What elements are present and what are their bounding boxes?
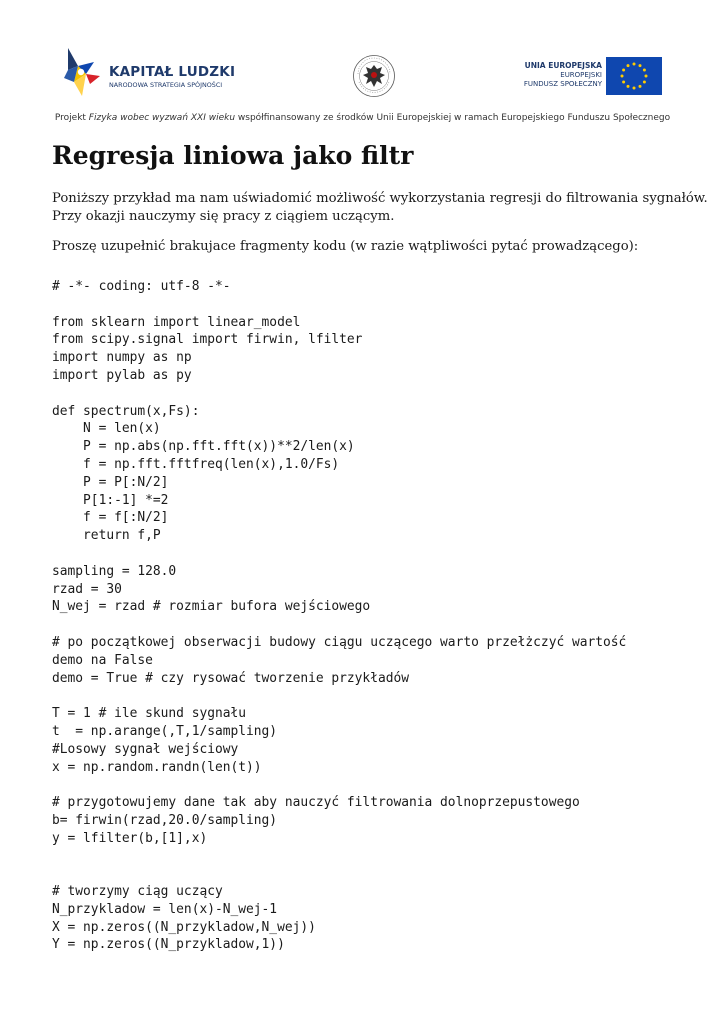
code-line: # tworzymy ciąg uczący — [52, 884, 223, 900]
eu-line-2: EUROPEJSKI — [560, 71, 602, 79]
code-line: # przygotowujemy dane tak aby nauczyć filtrowania dolnoprzepustowego — [52, 795, 580, 811]
code-line — [52, 848, 682, 866]
code-line: P[1:-1] *=2 — [52, 492, 169, 508]
code-line: rzad = 30 — [52, 581, 122, 597]
code-line: N_przykladow = len(x)-N_wej-1 — [52, 901, 278, 917]
kapital-ludzki-logo — [64, 48, 254, 96]
code-line: from scipy.signal import firwin, lfilter — [52, 332, 363, 348]
code-line — [52, 385, 682, 403]
code-line: y = lfilter(b,[1],x) — [52, 830, 208, 846]
eu-logo-text — [524, 61, 602, 89]
code-line: f = np.fft.fftfreq(len(x),1.0/Fs) — [52, 456, 340, 472]
code-line: N = len(x) — [52, 421, 161, 437]
page-title: Regresja liniowa jako filtr — [52, 141, 414, 170]
code-line: import pylab as py — [52, 367, 192, 383]
code-line — [52, 296, 682, 314]
code-line: return f,P — [52, 528, 161, 544]
code-line: N_wej = rzad # rozmiar bufora wejściowego — [52, 599, 371, 615]
code-block — [52, 278, 682, 954]
kapital-ludzki-title: KAPITAŁ LUDZKI — [109, 64, 236, 80]
code-line: # po początkowej obserwacji budowy ciągu uczącego warto przełżczyć wartość — [52, 634, 627, 650]
code-line: demo = True # czy rysować tworzenie przykładów — [52, 670, 409, 686]
code-line — [52, 776, 682, 794]
code-line: P = P[:N/2] — [52, 474, 169, 490]
university-seal-icon — [352, 54, 396, 98]
project-suffix: współfinansowany ze środków Unii Europejskiej w ramach Europejskiego Funduszu Społecznego — [235, 113, 671, 123]
code-line: Y = np.zeros((N_przykladow,1)) — [52, 937, 285, 953]
code-line — [52, 687, 682, 705]
kapital-ludzki-subtitle: NARODOWA STRATEGIA SPÓJNOŚCI — [109, 81, 223, 89]
intro-paragraph — [52, 190, 708, 226]
page-header — [0, 0, 725, 135]
code-line: sampling = 128.0 — [52, 563, 177, 579]
project-title: Fizyka wobec wyzwań XXI wieku — [88, 113, 236, 123]
code-line — [52, 865, 682, 883]
code-line: # -*- coding: utf-8 -*- — [52, 279, 231, 294]
instruction-paragraph: Proszę uzupełnić brakujace fragmenty kodu (w razie wątpliwości pytać prowadzącego): — [52, 239, 639, 254]
code-line: f = f[:N/2] — [52, 510, 169, 526]
code-line — [52, 545, 682, 563]
code-line: x = np.random.randn(len(t)) — [52, 759, 262, 775]
eu-flag-icon — [606, 57, 662, 95]
eu-line-3: FUNDUSZ SPOŁECZNY — [523, 80, 602, 88]
code-line: b= firwin(rzad,20.0/sampling) — [52, 812, 278, 828]
intro-line-2: Przy okazji nauczymy się pracy z ciągiem uczącym. — [52, 209, 395, 224]
code-line: def spectrum(x,Fs): — [52, 403, 200, 419]
code-line: t = np.arange(,T,1/sampling) — [52, 723, 278, 739]
document-body — [52, 138, 708, 954]
code-line: T = 1 # ile skund sygnału — [52, 706, 247, 722]
eu-line-1: UNIA EUROPEJSKA — [524, 61, 602, 70]
code-line: P = np.abs(np.fft.fft(x))**2/len(x) — [52, 439, 355, 455]
intro-line-1: Poniższy przykład ma nam uświadomić możliwość wykorzystania regresji do filtrowania sygnałów. — [52, 191, 708, 206]
kapital-ludzki-star-icon — [64, 48, 104, 96]
eu-logo — [520, 57, 662, 97]
code-line: #Losowy sygnał wejściowy — [52, 741, 239, 757]
code-line: import numpy as np — [52, 350, 192, 366]
code-line: demo na False — [52, 652, 153, 668]
code-line — [52, 616, 682, 634]
project-prefix: Projekt — [54, 113, 89, 123]
project-funding-line — [0, 113, 725, 123]
code-line: X = np.zeros((N_przykladow,N_wej)) — [52, 919, 316, 935]
code-line: from sklearn import linear_model — [52, 314, 301, 330]
